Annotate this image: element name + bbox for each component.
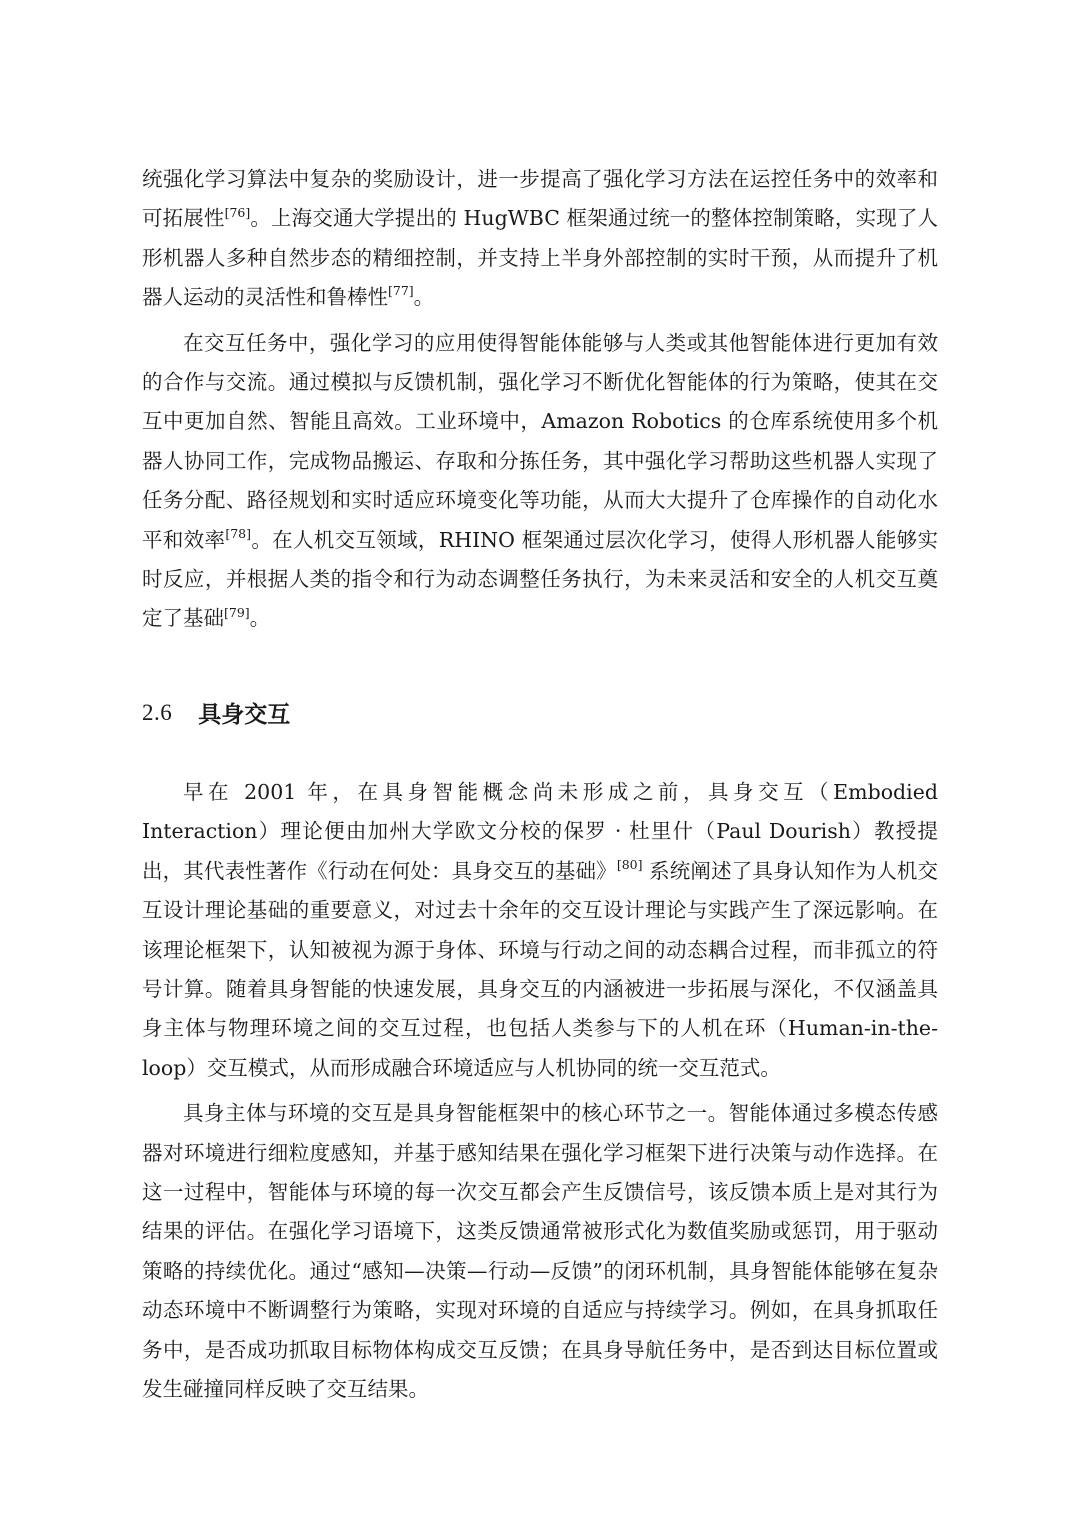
- paragraph3-text-1: 早在 2001 年，在具身智能概念尚未形成之前，具身交互（Embodied Interaction）理论便由加州大学欧文分校的保罗 · 杜里什（Paul Dourish）教授提出，其代表性著作《行动在何处：具身交互的基础》: [142, 779, 938, 883]
- heading-spacer: [142, 743, 938, 773]
- citation-80[interactable]: [80]: [616, 856, 643, 872]
- paragraph1-text-3: 。: [413, 285, 435, 310]
- section-number: 2.6: [142, 699, 173, 725]
- paragraph2-text-2: 。在人机交互领域，RHINO 框架通过层次化学习，使得人形机器人能够实时反应，并根据人类的指令和行为动态调整任务执行，为未来灵活和安全的人机交互奠定了基础: [142, 527, 938, 631]
- citation-79[interactable]: [79]: [224, 604, 250, 620]
- paragraph-continuation: [142, 160, 938, 318]
- citation-77[interactable]: [77]: [388, 283, 414, 299]
- paragraph1-text-1: 统强化学习算法中复杂的奖励设计，进一步提高了强化学习方法在运控任务中的效率和可拓展性: [142, 167, 938, 231]
- paragraph-agent-environment-interaction: 具身主体与环境的交互是具身智能框架中的核心环节之一。智能体通过多模态传感器对环境进行细粒度感知，并基于感知结果在强化学习框架下进行决策与动作选择。在这一过程中，智能体与环境的每一次交互都会产生反馈信号，该反馈本质上是对其行为结果的评估。在强化学习语境下，这类反馈通常被形式化为数值奖励或惩罚，用于驱动策略的持续优化。通过“感知—决策—行动—反馈”的闭环机制，具身智能体能够在复杂动态环境中不断调整行为策略，实现对环境的自适应与持续学习。例如，在具身抓取任务中，是否成功抓取目标物体构成交互反馈；在具身导航任务中，是否到达目标位置或发生碰撞同样反映了交互结果。: [142, 1101, 938, 1401]
- citation-78[interactable]: [78]: [225, 525, 251, 541]
- paragraph-embodied-interaction-history: [142, 773, 938, 1088]
- paragraph2-text-3: 。: [249, 606, 271, 631]
- citation-76[interactable]: [76]: [224, 204, 251, 220]
- section-title: 具身交互: [198, 702, 291, 729]
- paragraph1-text-2: 。上海交通大学提出的 HugWBC 框架通过统一的整体控制策略，实现了人形机器人多种自然步态的精细控制，并支持上半身外部控制的实时干预，从而提升了机器人运动的灵活性和鲁棒性: [142, 206, 939, 310]
- section-heading: [142, 683, 938, 743]
- document-page: [142, 160, 938, 1409]
- paragraph2-text-1: 在交互任务中，强化学习的应用使得智能体能够与人类或其他智能体进行更加有效的合作与交流。通过模拟与反馈机制，强化学习不断优化智能体的行为策略，使其在交互中更加自然、智能且高效。工业环境中，Amazon Robotics 的仓库系统使用多个机器人协同工作，完成物品搬运、存取和分拣任务，其中强化学习帮助这些机器人实现了任务分配、路径规划和实时适应环境变化等功能，从而大大提升了仓库操作的自动化水平和效率: [142, 330, 938, 552]
- paragraph3-text-2: 系统阐述了具身认知作为人机交互设计理论基础的重要意义，对过去十余年的交互设计理论与实践产生了深远影响。在该理论框架下，认知被视为源于身体、环境与行动之间的动态耦合过程，而非孤立的符号计算。随着具身智能的快速发展，具身交互的内涵被进一步拓展与深化，不仅涵盖具身主体与物理环境之间的交互过程，也包括人类参与下的人机在环（Human-in-the-loop）交互模式，从而形成融合环境适应与人机协同的统一交互范式。: [142, 858, 939, 1080]
- paragraph-interaction-tasks: [142, 324, 938, 639]
